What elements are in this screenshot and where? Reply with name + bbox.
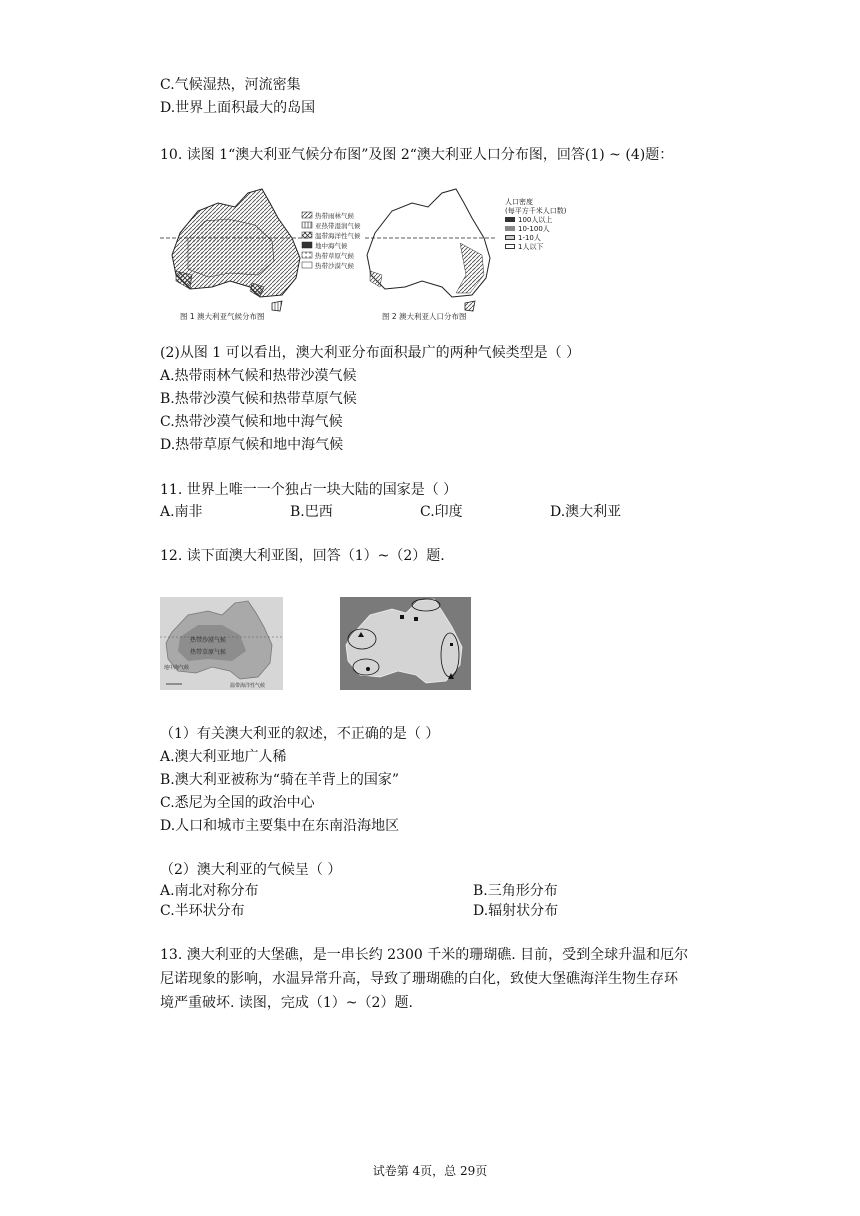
q12-map1-label-2: 地中海气候 bbox=[164, 665, 190, 671]
q12-sub1-option-c: C.悉尼为全国的政治中心 bbox=[160, 795, 315, 811]
fig2-caption: 图 2 澳大利亚人口分布图 bbox=[382, 312, 467, 321]
q12-sub1-option-d: D.人口和城市主要集中在东南沿海地区 bbox=[160, 818, 400, 834]
fig2-tasmania bbox=[465, 301, 475, 311]
q10-option-a: A.热带雨林气候和热带沙漠气候 bbox=[160, 368, 357, 384]
fig1-legend-5: 热带沙漠气候 bbox=[315, 262, 354, 270]
q12-map1-label-1: 热带草原气候 bbox=[190, 649, 227, 656]
q12-sub1-option-a: A.澳大利亚地广人稀 bbox=[160, 749, 287, 765]
fig1-legend-3: 地中海气候 bbox=[315, 242, 348, 250]
australia-maps bbox=[160, 183, 495, 323]
fig2-legend-0: 100人以上 bbox=[518, 216, 553, 224]
fig2-legend-box bbox=[505, 198, 595, 252]
fig1-tasmania bbox=[272, 301, 282, 311]
q11-stem: 11. 世界上唯一一个独占一块大陆的国家是（ ） bbox=[160, 482, 458, 498]
q13-line-3: 境严重破坏. 读图，完成（1）~（2）题. bbox=[160, 995, 413, 1011]
q11-option-c: C.印度 bbox=[420, 504, 463, 520]
q12-map2-marker-1 bbox=[400, 615, 404, 619]
q13-line-1: 13. 澳大利亚的大堡礁，是一串长约 2300 千米的珊瑚礁. 目前，受到全球升温和厄尔 bbox=[160, 947, 689, 963]
q10-figure bbox=[160, 183, 495, 323]
q12-sub2-option-a: A.南北对称分布 bbox=[160, 883, 259, 899]
fig2-legend-2: 1-10人 bbox=[518, 234, 541, 242]
fig1-caption: 图 1 澳大利亚气候分布图 bbox=[180, 312, 265, 321]
page-footer: 试卷第 4页，总 29页 bbox=[372, 1164, 488, 1178]
q10-stem: 10. 读图 1“澳大利亚气候分布图”及图 2“澳大利亚人口分布图，回答(1) ~ (4)题： bbox=[160, 147, 674, 163]
q12-sub2-option-c: C.半环状分布 bbox=[160, 903, 245, 919]
q12-sub2: （2）澳大利亚的气候呈（ ） bbox=[160, 862, 342, 878]
q9-option-c: C.气候湿热，河流密集 bbox=[160, 77, 301, 93]
q12-sub1: （1）有关澳大利亚的叙述，不正确的是（ ） bbox=[160, 726, 440, 742]
q12-map1-label-0: 热带沙漠气候 bbox=[190, 637, 227, 644]
q10-option-d: D.热带草原气候和地中海气候 bbox=[160, 437, 344, 453]
q12-sub2-option-d: D.辐射状分布 bbox=[473, 903, 559, 919]
fig2-legend-title: 人口密度 bbox=[505, 198, 533, 206]
fig2-legend-sub: (每平方千米人口数) bbox=[505, 207, 567, 215]
q12-sub1-option-b: B.澳大利亚被称为“骑在羊背上的国家” bbox=[160, 772, 400, 788]
q12-climate-map bbox=[160, 597, 283, 690]
q12-map1-label-3: 温带海洋性气候 bbox=[230, 683, 266, 689]
q12-resource-map-svg bbox=[340, 597, 471, 690]
q10-sub2: (2)从图 1 可以看出，澳大利亚分布面积最广的两种气候类型是（ ） bbox=[160, 345, 581, 361]
q12-stem: 12. 读下面澳大利亚图，回答（1）~（2）题. bbox=[160, 548, 445, 564]
q13-line-2: 尼诺现象的影响，水温异常升高，导致了珊瑚礁的白化，致使大堡礁海洋生物生存环 bbox=[160, 971, 678, 987]
q11-option-a: A.南非 bbox=[160, 504, 203, 520]
fig1-legend bbox=[302, 211, 361, 270]
q10-option-c: C.热带沙漠气候和地中海气候 bbox=[160, 414, 343, 430]
q10-option-b: B.热带沙漠气候和热带草原气候 bbox=[160, 391, 357, 407]
q12-map2-marker-2 bbox=[414, 617, 418, 621]
q12-sub2-option-b: B.三角形分布 bbox=[473, 883, 558, 899]
fig1-legend-1: 亚热带湿润气候 bbox=[315, 222, 361, 230]
q11-option-b: B.巴西 bbox=[290, 504, 333, 520]
q11-option-d: D.澳大利亚 bbox=[550, 504, 622, 520]
fig1-legend-2: 温带海洋性气候 bbox=[315, 232, 361, 240]
q12-map2-marker-5 bbox=[450, 643, 453, 646]
fig2-legend-1: 10-100人 bbox=[518, 225, 550, 233]
fig1-legend-4: 热带草原气候 bbox=[315, 252, 354, 260]
q9-option-d: D.世界上面积最大的岛国 bbox=[160, 100, 316, 116]
q12-climate-map-svg bbox=[160, 597, 283, 690]
fig2-legend-3: 1人以下 bbox=[518, 243, 544, 251]
q12-resource-map bbox=[340, 597, 471, 690]
q12-map2-marker-4 bbox=[366, 667, 370, 671]
fig1-legend-0: 热带雨林气候 bbox=[315, 212, 354, 220]
